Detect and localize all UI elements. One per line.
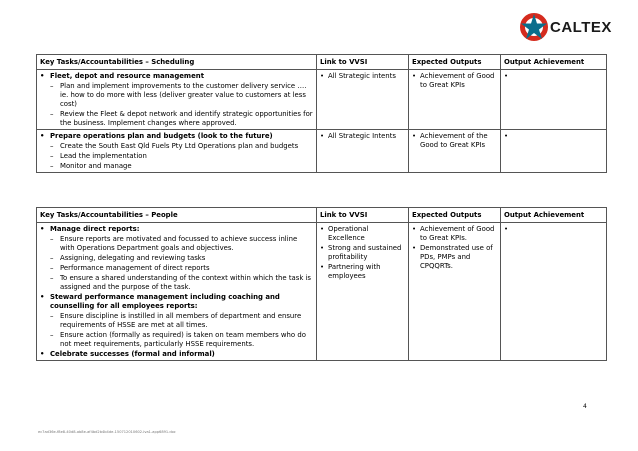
output-item: • Achievement of Good to Great KPIs.: [412, 225, 495, 242]
vvsi-cell: [317, 223, 409, 361]
column-header: Output Achievement: [501, 55, 607, 70]
outputs-cell: [409, 129, 501, 172]
caltex-star-icon: [520, 10, 548, 44]
task-title: • Prepare operations plan and budgets (look to the future): [40, 131, 273, 140]
output-item: • Achievement of Good to Great KPIs: [412, 72, 495, 89]
column-header: Key Tasks/Accountabilities – Scheduling: [37, 55, 317, 70]
table-row: [37, 223, 607, 361]
subtask: – Assigning, delegating and reviewing tasks: [50, 253, 206, 262]
footer-filename: ec7ad36e-f8e8-40d8-ab8e-af4bd2b4b4de-150712010602-lva1-app6891.doc: [38, 430, 176, 434]
column-header: Expected Outputs: [409, 55, 501, 70]
output-item: • Achievement of the Good to Great KPIs: [412, 131, 488, 149]
page-number: 4: [583, 403, 587, 410]
table-header-row: [37, 55, 607, 70]
subtask: – Ensure action (formally as required) is taken on team members who do not meet requirements, particularly HSSE requirements.: [50, 330, 306, 348]
column-header: Output Achievement: [501, 208, 607, 223]
column-header: Link to VVSI: [317, 208, 409, 223]
subtask: – Plan and implement improvements to the customer delivery service …. ie. how to do more with less (deliver greater value to customers at less cost): [50, 81, 307, 108]
vvsi-cell: [317, 70, 409, 130]
vvsi-item: • Partnering with employees: [320, 262, 381, 280]
caltex-logo: [520, 10, 620, 46]
task-cell: [37, 129, 317, 172]
column-header: Expected Outputs: [409, 208, 501, 223]
brand-name: CALTEX: [550, 19, 612, 36]
output-item: • Demonstrated use of PDs, PMPs and CPQQRTs.: [412, 243, 493, 270]
vvsi-item: • Operational Excellence: [320, 225, 369, 242]
subtask: – Create the South East Qld Fuels Pty Ltd Operations plan and budgets: [50, 141, 299, 150]
scheduling-table: [36, 54, 607, 173]
table-row: [37, 129, 607, 172]
task-title: • Manage direct reports:: [40, 225, 140, 233]
subtask: – Ensure reports are motivated and focussed to achieve success inline with Operations Department goals and objectives.: [50, 234, 298, 252]
vvsi-item: • All Strategic intents: [320, 72, 396, 80]
subtask: – Performance management of direct reports: [50, 263, 210, 272]
subtask: – Lead the implementation: [50, 151, 147, 160]
subtask: – Monitor and manage: [50, 161, 132, 170]
column-header: Link to VVSI: [317, 55, 409, 70]
subtask: – Ensure discipline is instilled in all members of department and ensure requirements of HSSE are met at all times.: [50, 311, 302, 329]
subtask: – Review the Fleet & depot network and identify strategic opportunities for the business. Implement changes where approved.: [50, 109, 313, 127]
task-title: • Celebrate successes (formal and informal): [40, 349, 215, 358]
subtask: – To ensure a shared understanding of the context within which the task is assigned and the purpose of the task.: [50, 273, 312, 291]
task-cell: [37, 70, 317, 130]
achievement-item: •: [504, 225, 509, 233]
task-cell: [37, 223, 317, 361]
outputs-cell: [409, 223, 501, 361]
achievement-cell: [501, 223, 607, 361]
vvsi-item: • Strong and sustained profitability: [320, 243, 402, 261]
table-header-row: [37, 208, 607, 223]
achievement-item: •: [504, 72, 509, 80]
achievement-cell: [501, 70, 607, 130]
column-header: Key Tasks/Accountabilities – People: [37, 208, 317, 223]
achievement-item: •: [504, 131, 509, 140]
task-title: • Fleet, depot and resource management: [40, 72, 204, 80]
table-row: [37, 70, 607, 130]
vvsi-cell: [317, 129, 409, 172]
outputs-cell: [409, 70, 501, 130]
task-title: • Steward performance management including coaching and counselling for all employees reports:: [40, 292, 280, 310]
achievement-cell: [501, 129, 607, 172]
people-table: [36, 207, 607, 361]
vvsi-item: • All Strategic Intents: [320, 131, 397, 140]
